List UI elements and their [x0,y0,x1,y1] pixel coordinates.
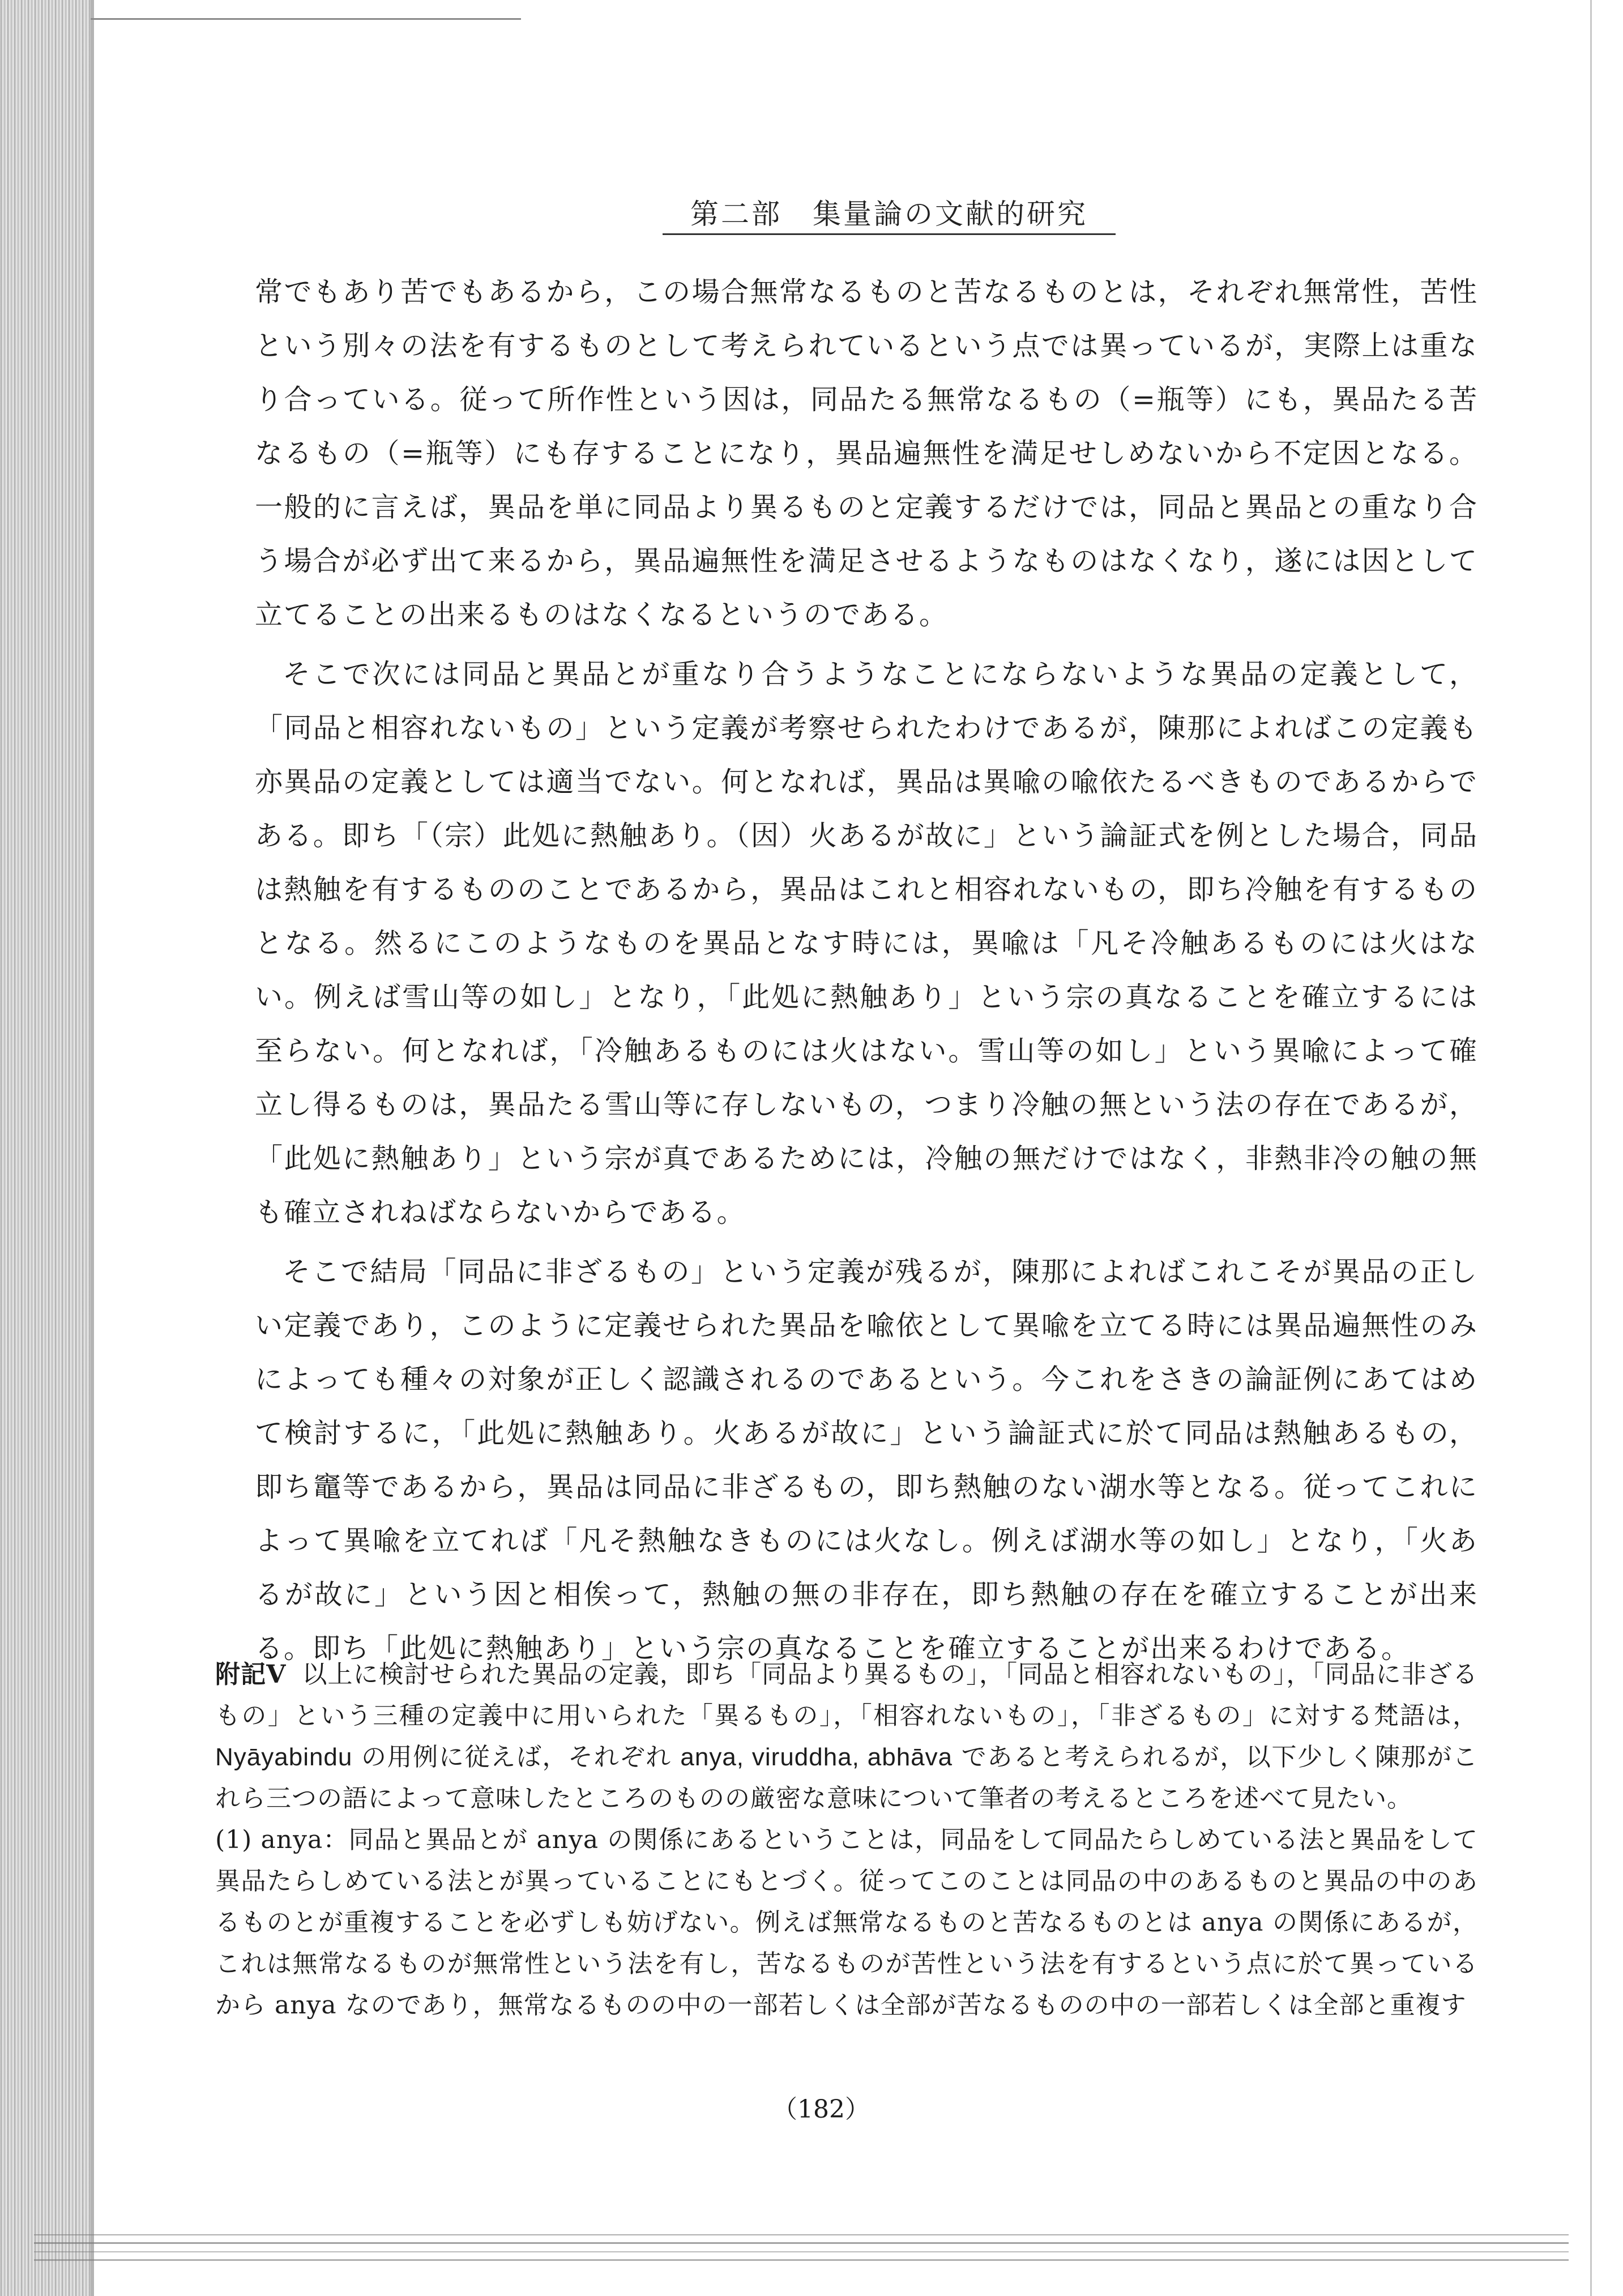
running-header: 第二部 集量論の文献的研究 [663,190,1116,235]
paragraph-2: そこで次には同品と異品とが重なり合うようなことにならないような異品の定義として，「同品と相容れないもの」という定義が考察せられたわけであるが，陳那によればこの定義も亦異品の定義としては適当でない。何となれば，異品は異喩の喩依たるべきものであるからである。即ち「（宗）此処に熱触あり。（因）火あるが故に」という論証式を例とした場合，同品は熱触を有するもののことであるから，異品はこれと相容れないもの，即ち冷触を有するものとなる。然るにこのようなものを異品となす時には，異喩は「凡そ冷触あるものには火はない。例えば雪山等の如し」となり，「此処に熱触あり」という宗の真なることを確立するには至らない。何となれば，「冷触あるものには火はない。雪山等の如し」という異喩によって確立し得るものは，異品たる雪山等に存しないもの，つまり冷触の無という法の存在であるが，「此処に熱触あり」という宗が真であるためには，冷触の無だけではなく，非熱非冷の触の無も確立されねばならないからである。 [255,658,1478,1228]
note-intro: 以上に検討せられた異品の定義，即ち「同品より異るもの」，「同品と相容れないもの」，「同品に非ざるもの」という三種の定義中に用いられた「異るもの」，「相容れないもの」，「非ざるもの」に対する梵語は， [215,1660,1479,1730]
appendix-note [215,1654,1478,2026]
page-number: （182） [772,2095,870,2124]
note-mid: の用例に従えば，それぞれ [361,1743,672,1772]
note-label: 附記Ⅴ [215,1660,287,1689]
paragraph-1: 常でもあり苦でもあるから，この場合無常なるものと苦なるものとは，それぞれ無常性，苦性という別々の法を有するものとして考えられているという点では異っているが，実際上は重なり合っている。従って所作性という因は，同品たる無常なるもの（=瓶等）にも，異品たる苦なるもの（=瓶等）にも存することになり，異品遍無性を満足せしめないから不定因となる。一般的に言えば，異品を単に同品より異るものと定義するだけでは，同品と異品との重なり合う場合が必ず出て来るから，異品遍無性を満足させるようなものはなくなり，遂には因として立てることの出来るものはなくなるというのである。 [255,276,1478,631]
note-terms: anya, viruddha, abhāva [680,1743,953,1771]
note-source: Nyāyabindu [215,1743,353,1771]
bottom-edge-lines [34,2234,1569,2268]
note-item-1: (1) anya：同品と異品とが anya の関係にあるということは，同品をして同品たらしめている法と異品をして異品たらしめている法とが異っていることにもとづく。従ってこのことは同品の中のあるものと異品の中のあるものとが重複することを必ずしも妨げない。例えば無常なるものと苦なるものとは anya の関係にあるが，これは無常なるものが無常性という法を有し，苦なるものが苦性という法を有するという点に於て異っているから anya なのであり，無常なるものの中の一部若しくは全部が苦なるものの中の一部若しくは全部と重複す [215,1825,1478,2020]
top-rule [91,18,521,20]
paragraph-3: そこで結局「同品に非ざるもの」という定義が残るが，陳那によればこれこそが異品の正しい定義であり，このように定義せられた異品を喩依として異喩を立てる時には異品遍無性のみによっても種々の対象が正しく認識されるのであるという。今これをさきの論証例にあてはめて検討するに，「此処に熱触あり。火あるが故に」という論証式に於て同品は熱触あるもの，即ち竈等であるから，異品は同品に非ざるもの，即ち熱触のない湖水等となる。従ってこれによって異喩を立てれば「凡そ熱触なきものには火なし。例えば湖水等の如し」となり，「火あるが故に」という因と相俟って，熱触の無の非存在，即ち熱触の存在を確立することが出来る。即ち「此処に熱触あり」という宗の真なることを確立することが出来るわけである。 [255,1256,1478,1665]
note-paragraph [215,1654,1478,1819]
body-text [255,265,1478,1675]
binding-edge [91,0,94,2296]
binding-gutter [0,0,91,2296]
note-tail: であると考えられるが，以下少しく陳那がこれら三つの語によって意味したところのものの厳密な意味について筆者の考えるところを述べて見たい。 [215,1743,1478,1813]
page-edge [1590,0,1592,2296]
